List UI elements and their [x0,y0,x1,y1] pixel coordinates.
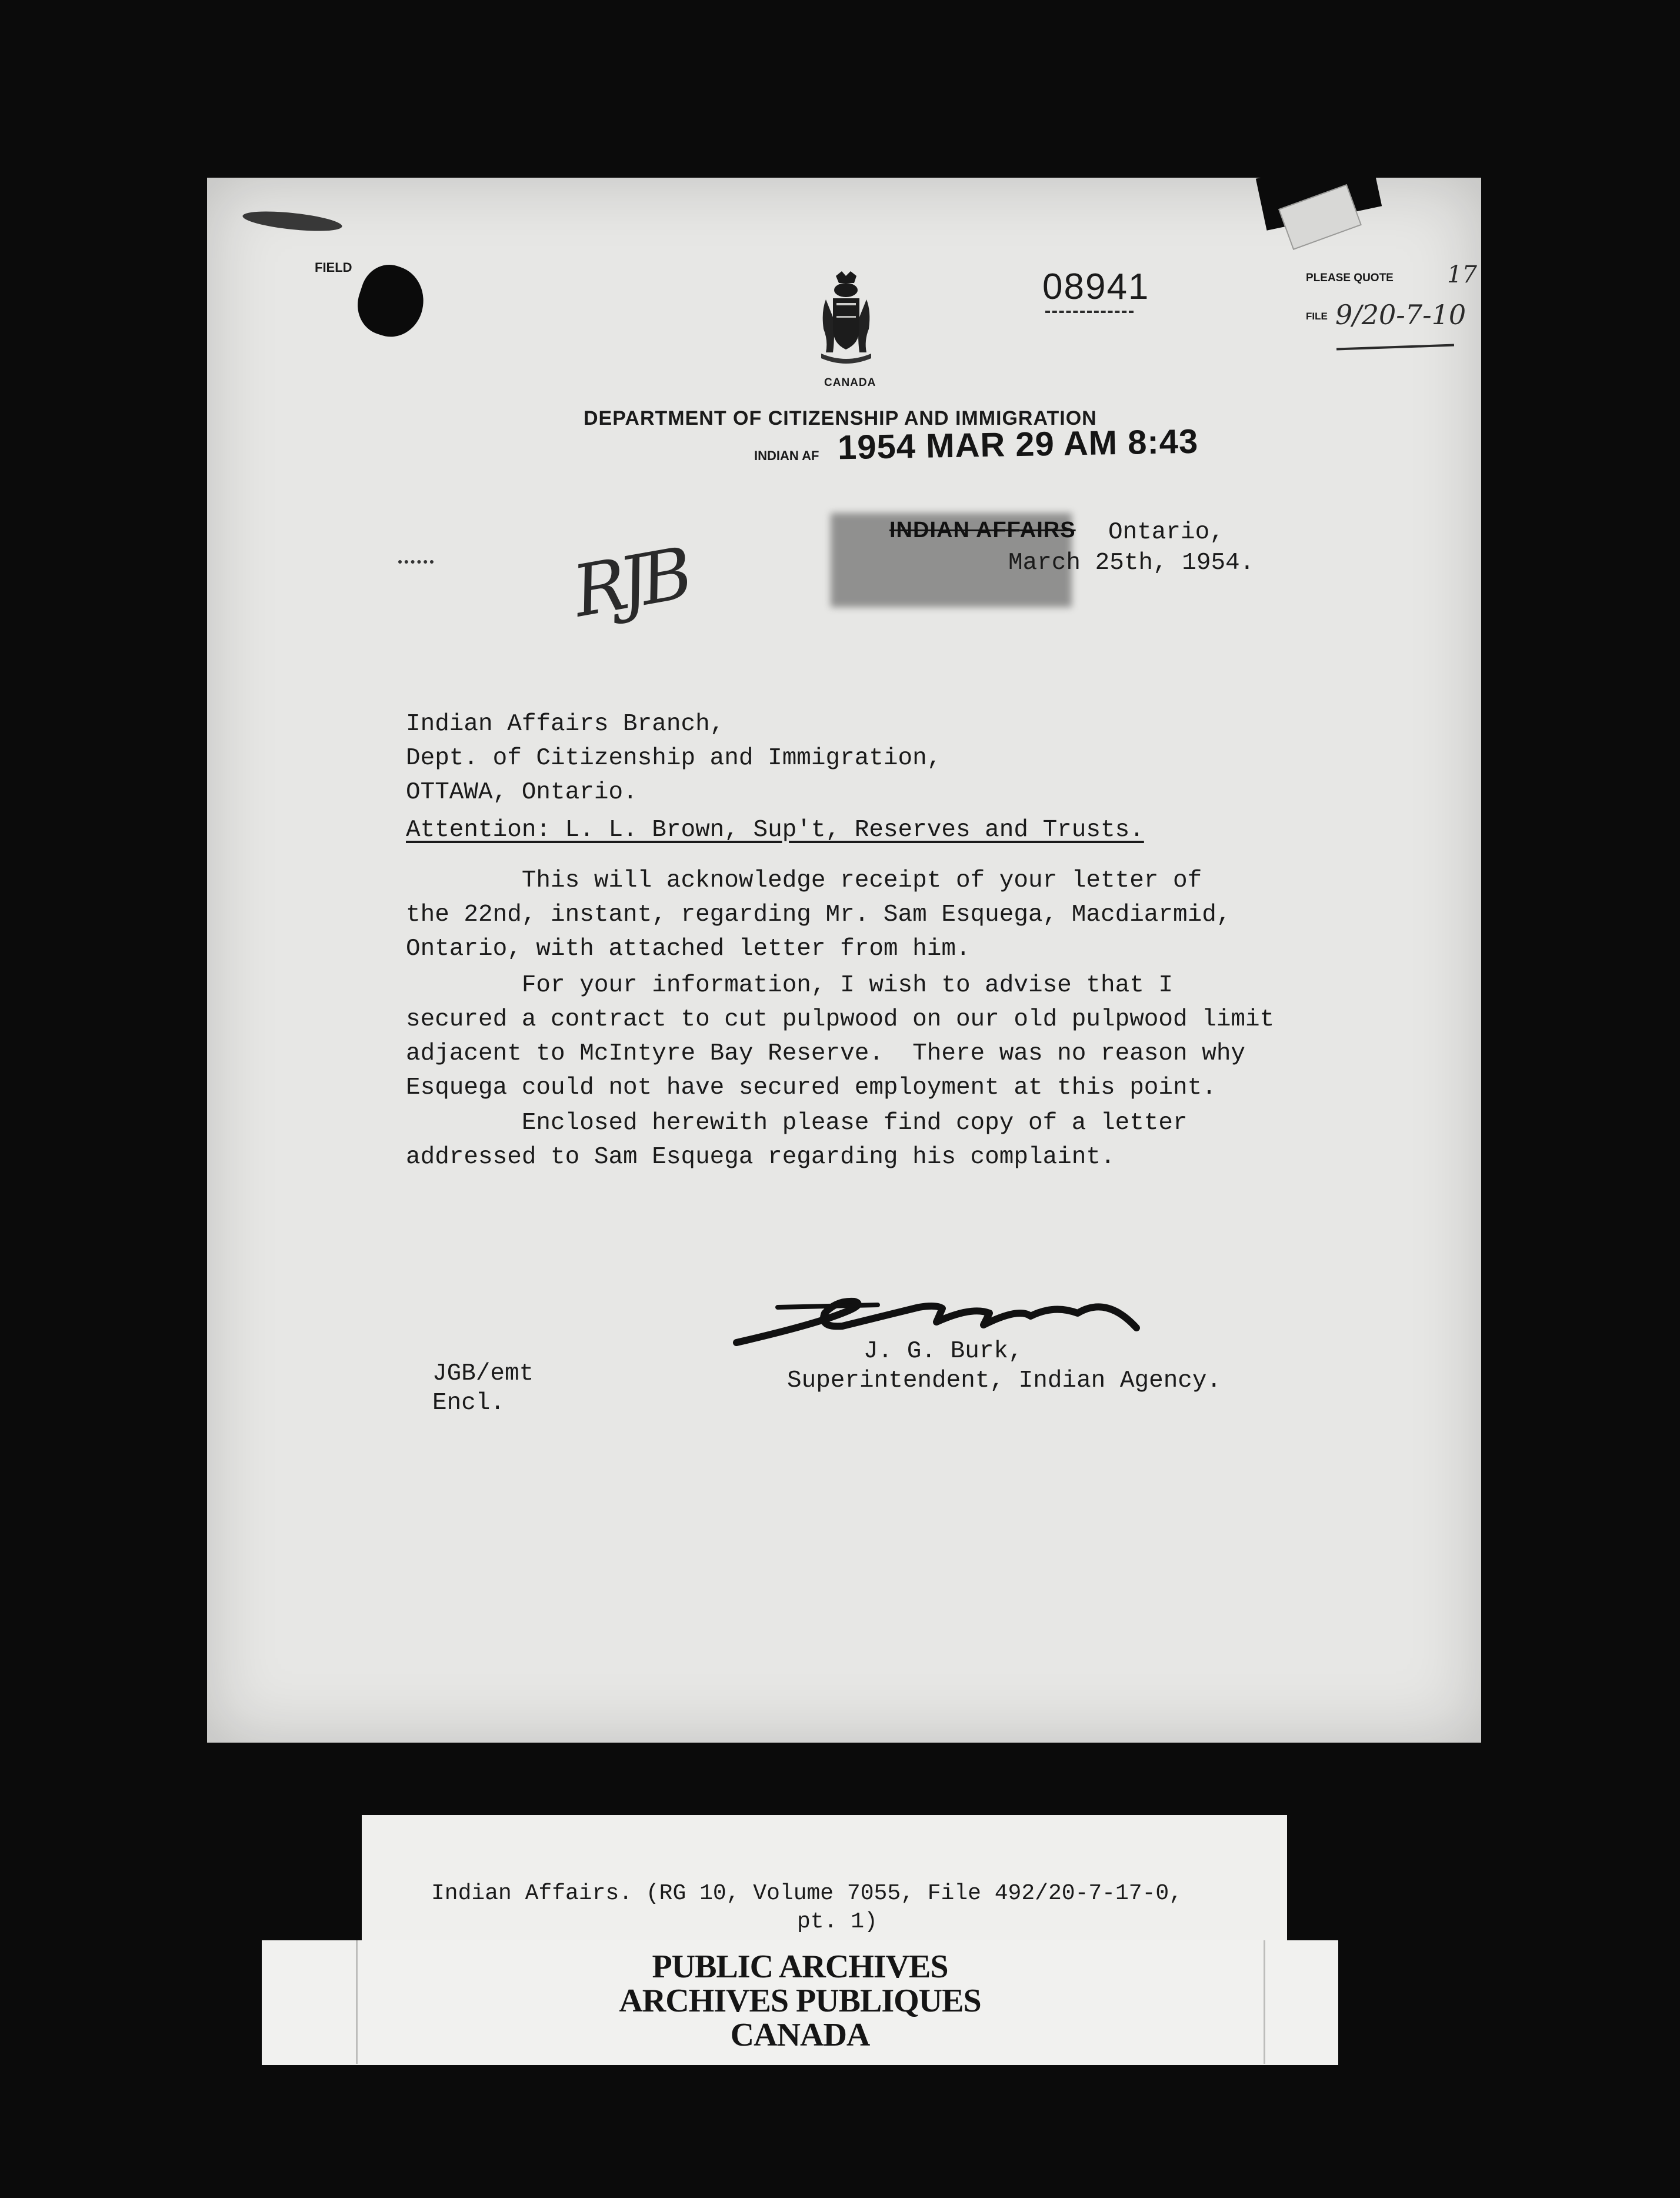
recipient-line-1: Indian Affairs Branch, [406,711,725,738]
recipient-line-2: Dept. of Citizenship and Immigration, [406,745,942,772]
archive-reference-card [362,1815,1287,1941]
department-heading: DEPARTMENT OF CITIZENSHIP AND IMMIGRATION [584,407,1097,429]
file-number: 9/20-7-10 [1335,299,1466,331]
paragraph-information: For your information, I wish to advise that I secured a contract to cut pulpwood on our old pulpwood limit adjacent to McIntyre Bay Reserve. There was no reason why Esquega could not have secured employment at this point. [406,972,1275,1101]
field-label: FIELD [315,260,352,275]
place-line: Ontario, [1108,519,1224,546]
punch-hole [349,258,433,345]
file-underline [1336,344,1454,351]
document-number-underline [1045,311,1134,313]
letter-date: March 25th, 1954. [1008,550,1255,577]
archives-stamp-line-1: PUBLIC ARCHIVES [652,1949,948,1985]
please-quote-label: PLEASE QUOTE [1306,272,1394,284]
reference-initials: JGB/emt [432,1360,534,1387]
document-number: 08941 [1042,267,1150,307]
attention-line: Attention: L. L. Brown, Sup't, Reserves and Trusts. [406,817,1144,844]
margin-mark [398,560,434,564]
letter-page [207,178,1481,1743]
canada-coat-of-arms-icon [815,270,877,364]
archives-stamp-line-2: ARCHIVES PUBLIQUES [619,1983,981,2019]
ink-smudge [242,208,343,235]
branch-prefix: INDIAN AF [754,448,819,463]
file-label: FILE [1306,311,1328,322]
signatory-title: Superintendent, Indian Agency. [787,1367,1222,1394]
handwritten-initials: RJB [567,533,692,634]
stamped-place: INDIAN AFFAIRS [889,518,1076,542]
paragraph-acknowledgement: This will acknowledge receipt of your letter of the 22nd, instant, regarding Mr. Sam Esquega, Macdiarmid, Ontario, with attached letter from him. [406,867,1231,963]
paragraph-enclosure: Enclosed herewith please find copy of a letter addressed to Sam Esquega regarding his complaint. [406,1110,1188,1171]
archive-reference-line-2: pt. 1) [797,1909,878,1934]
signatory-name: J. G. Burk, [864,1338,1023,1365]
archives-stamp-line-3: CANADA [730,2017,870,2053]
file-annotation: 17 [1447,261,1477,288]
enclosure-note: Encl. [432,1390,505,1417]
archive-reference-line-1: Indian Affairs. (RG 10, Volume 7055, File 492/20-7-17-0, [431,1881,1183,1906]
crest-caption: CANADA [824,377,876,389]
received-stamp: 1954 MAR 29 AM 8:43 [837,422,1199,467]
public-archives-card [262,1940,1338,2065]
recipient-line-3: OTTAWA, Ontario. [406,779,638,806]
